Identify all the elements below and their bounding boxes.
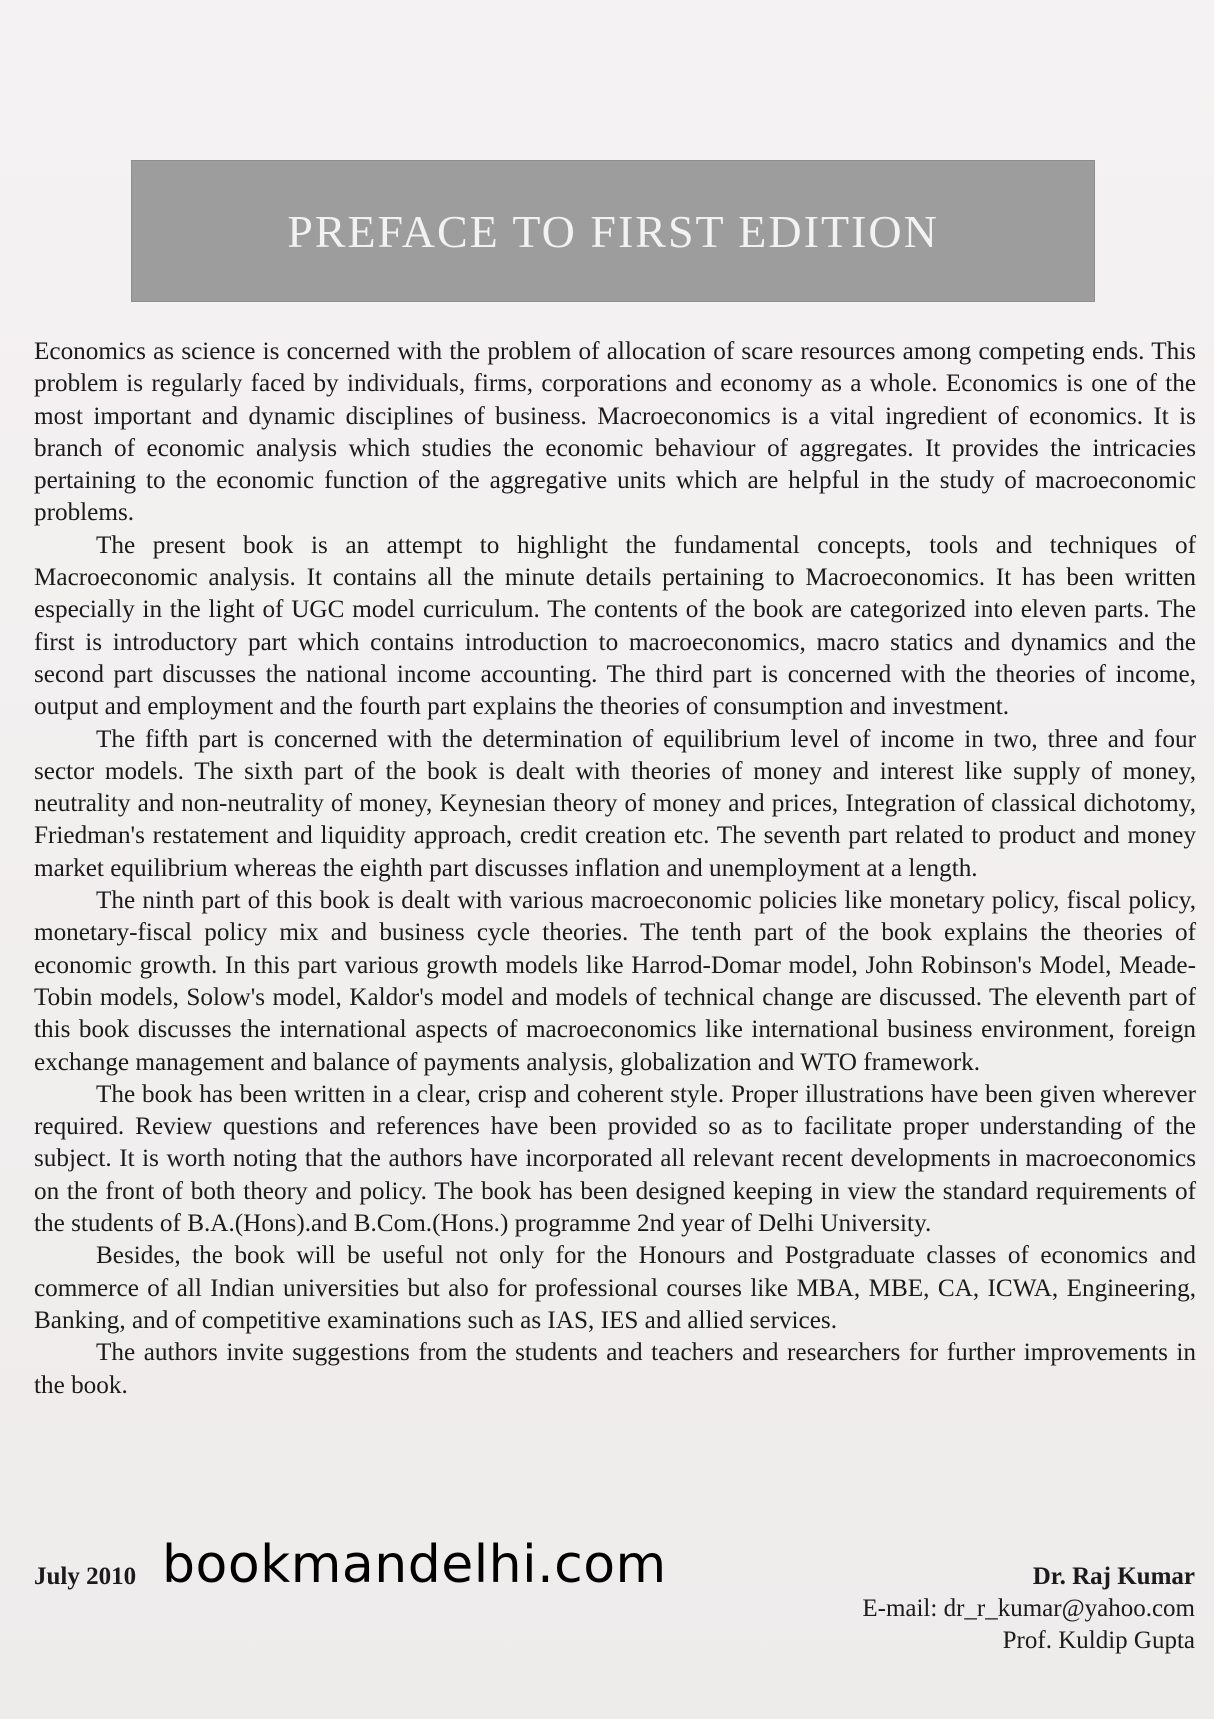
title-banner: [131, 160, 1095, 302]
paragraph-5: The book has been written in a clear, crisp and coherent style. Proper illustrations have been given wherever required. Review questions and references have been provided so as to facilitate proper understanding of the subject. It is worth noting that the authors have incorporated all relevant recent developments in macroeconomics on the front of both theory and policy. The book has been designed keeping in view the standard requirements of the students of B.A.(Hons).and B.Com.(Hons.) programme 2nd year of Delhi University.: [34, 1080, 1196, 1238]
watermark-text: bookmandelhi.com: [162, 1535, 667, 1595]
author-name-2: Prof. Kuldip Gupta: [1002, 1627, 1195, 1654]
paragraph-1: Economics as science is concerned with the problem of allocation of scare resources among competing ends. This problem is regularly faced by individuals, firms, corporations and economy as a whole. Economics is one of the most important and dynamic disciplines of business. Macroeconomics is a vital ingredient of economics. It is branch of economic analysis which studies the economic behaviour of aggregates. It provides the intricacies pertaining to the economic function of the aggregative units which are helpful in the study of macroeconomic problems.: [34, 338, 1196, 527]
preface-body: [34, 336, 1196, 1402]
preface-date: July 2010: [34, 1563, 137, 1590]
page-title: PREFACE TO FIRST EDITION: [287, 205, 939, 257]
paragraph-7: The authors invite suggestions from the students and teachers and researchers for further improvements in the book.: [34, 1339, 1196, 1399]
paragraph-4: The ninth part of this book is dealt with various macroeconomic policies like monetary policy, fiscal policy, monetary-fiscal policy mix and business cycle theories. The tenth part of the book explains the theories of economic growth. In this part various growth models like Harrod-Domar model, John Robinson's Model, Meade-Tobin models, Solow's model, Kaldor's model and models of technical change are discussed. The eleventh part of this book discusses the international aspects of macroeconomics like international business environment, foreign exchange management and balance of payments analysis, globalization and WTO framework.: [34, 887, 1196, 1076]
author-name-1: Dr. Raj Kumar: [1032, 1563, 1195, 1590]
paragraph-3: The fifth part is concerned with the determination of equilibrium level of income in two, three and four sector models. The sixth part of the book is dealt with theories of money and interest like supply of money, neutrality and non-neutrality of money, Keynesian theory of money and prices, Integration of classical dichotomy, Friedman's restatement and liquidity approach, credit creation etc. The seventh part related to product and money market equilibrium whereas the eighth part discusses inflation and unemployment at a length.: [34, 725, 1196, 882]
paragraph-6: Besides, the book will be useful not only for the Honours and Postgraduate classes of economics and commerce of all Indian universities but also for professional courses like MBA, MBE, CA, ICWA, Engineering, Banking, and of competitive examinations such as IAS, IES and allied services.: [34, 1242, 1196, 1334]
author-signature-block: [862, 1561, 1195, 1657]
author-email: E-mail: dr_r_kumar@yahoo.com: [862, 1595, 1195, 1622]
paragraph-2: The present book is an attempt to highlight the fundamental concepts, tools and techniques of Macroeconomic analysis. It contains all the minute details pertaining to Macroeconomics. It has been written especially in the light of UGC model curriculum. The contents of the book are categorized into eleven parts. The first is introductory part which contains introduction to macroeconomics, macro statics and dynamics and the second part discusses the national income accounting. The third part is concerned with the theories of income, output and employment and the fourth part explains the theories of consumption and investment.: [34, 531, 1196, 721]
